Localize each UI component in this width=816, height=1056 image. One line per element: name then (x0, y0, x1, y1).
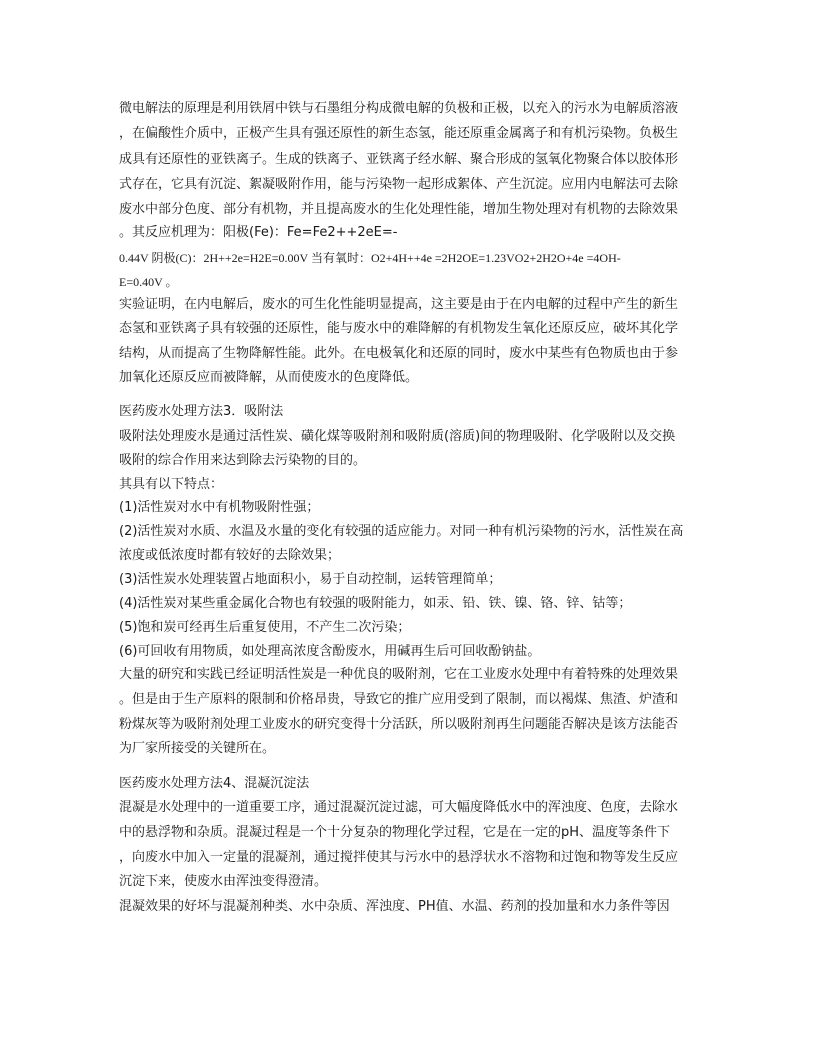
text-line: 废水中部分色度、部分有机物，并且提高废水的生化处理性能，增加生物处理对有机物的去除效果 (119, 202, 679, 217)
text-line: 。但是由于生产原料的限制和价格昂贵，导致它的推广应用受到了限制，而以褐煤、焦渣、炉渣和 (119, 692, 679, 707)
formula-line: E=0.40V 。 (119, 275, 178, 289)
text-line: ，在偏酸性介质中，正极产生具有强还原性的新生态氢，能还原重金属离子和有机污染物。负极生 (119, 126, 679, 141)
section-heading: 医药废水处理方法3．吸附法 (119, 404, 284, 419)
text-line: 式存在，它具有沉淀、絮凝吸附作用，能与污染物一起形成絮体、产生沉淀。应用内电解法可去除 (119, 177, 679, 192)
list-item: (6)可回收有用物质，如处理高浓度含酚废水，用碱再生后可回收酚钠盐。 (119, 644, 541, 659)
text-line: 结构，从而提高了生物降解性能。此外。在电极氧化和还原的同时，废水中某些有色物质也由于参 (119, 346, 679, 361)
list-item: (2)活性炭对水质、水温及水量的变化有较强的适应能力。对同一种有机污染物的污水，活性炭在高 (119, 524, 684, 539)
text-line: 微电解法的原理是利用铁屑中铁与石墨组分构成微电解的负极和正极，以充入的污水为电解质溶液 (119, 101, 679, 116)
formula-line: 0.44V 阴极(C)：2H++2e=H2E=0.00V 当有氧时：O2+4H++4e =2H2OE=1.23VO2+2H2O+4e =4OH- (119, 251, 621, 265)
text-line: 态氢和亚铁离子具有较强的还原性，能与废水中的难降解的有机物发生氧化还原反应，破坏其化学 (119, 321, 679, 336)
text-line: 其具有以下特点： (119, 477, 224, 492)
text-line: 吸附法处理废水是通过活性炭、磺化煤等吸附剂和吸附质(溶质)间的物理吸附、化学吸附以及交换 (119, 429, 676, 444)
text-line: 。其反应机理为：阳极(Fe)：Fe=Fe2++2eE=- (119, 225, 398, 240)
text-line: 浓度或低浓度时都有较好的去除效果； (119, 548, 341, 563)
text-line: 沉淀下来，使废水由浑浊变得澄清。 (119, 874, 328, 889)
text-line: 混凝效果的好坏与混凝剂种类、水中杂质、浑浊度、PH值、水温、药剂的投加量和水力条件等因 (119, 899, 670, 914)
text-line: 成具有还原性的亚铁离子。生成的铁离子、亚铁离子经水解、聚合形成的氢氧化物聚合体以胶体形 (119, 152, 679, 167)
list-item: (5)饱和炭可经再生后重复使用，不产生二次污染； (119, 620, 411, 635)
text-line: 粉煤灰等为吸附剂处理工业废水的研究变得十分活跃，所以吸附剂再生问题能否解决是该方法能否 (119, 717, 679, 732)
text-line: 为厂家所接受的关键所在。 (119, 741, 276, 756)
list-item: (3)活性炭水处理装置占地面积小，易于自动控制，运转管理简单； (119, 572, 502, 587)
text-line: 混凝是水处理中的一道重要工序，通过混凝沉淀过滤，可大幅度降低水中的浑浊度、色度，去除水 (119, 800, 679, 815)
text-line: 吸附的综合作用来达到除去污染物的目的。 (119, 453, 367, 468)
list-item: (4)活性炭对某些重金属化合物也有较强的吸附能力，如汞、铅、铁、镍、铬、锌、钴等； (119, 596, 632, 611)
text-line: 加氧化还原反应而被降解，从而使废水的色度降低。 (119, 370, 419, 385)
text-line: ，向废水中加入一定量的混凝剂，通过搅拌使其与污水中的悬浮状水不溶物和过饱和物等发生反应 (119, 850, 679, 865)
list-item: (1)活性炭对水中有机物吸附性强； (119, 500, 320, 515)
text-line: 大量的研究和实践已经证明活性炭是一种优良的吸附剂，它在工业废水处理中有着特殊的处理效果 (119, 667, 679, 682)
text-line: 实验证明，在内电解后，废水的可生化性能明显提高，这主要是由于在内电解的过程中产生的新生 (119, 297, 679, 312)
text-line: 中的悬浮物和杂质。混凝过程是一个十分复杂的物理化学过程，它是在一定的pH、温度等条件下 (119, 825, 671, 840)
section-heading: 医药废水处理方法4、混凝沉淀法 (119, 776, 310, 791)
